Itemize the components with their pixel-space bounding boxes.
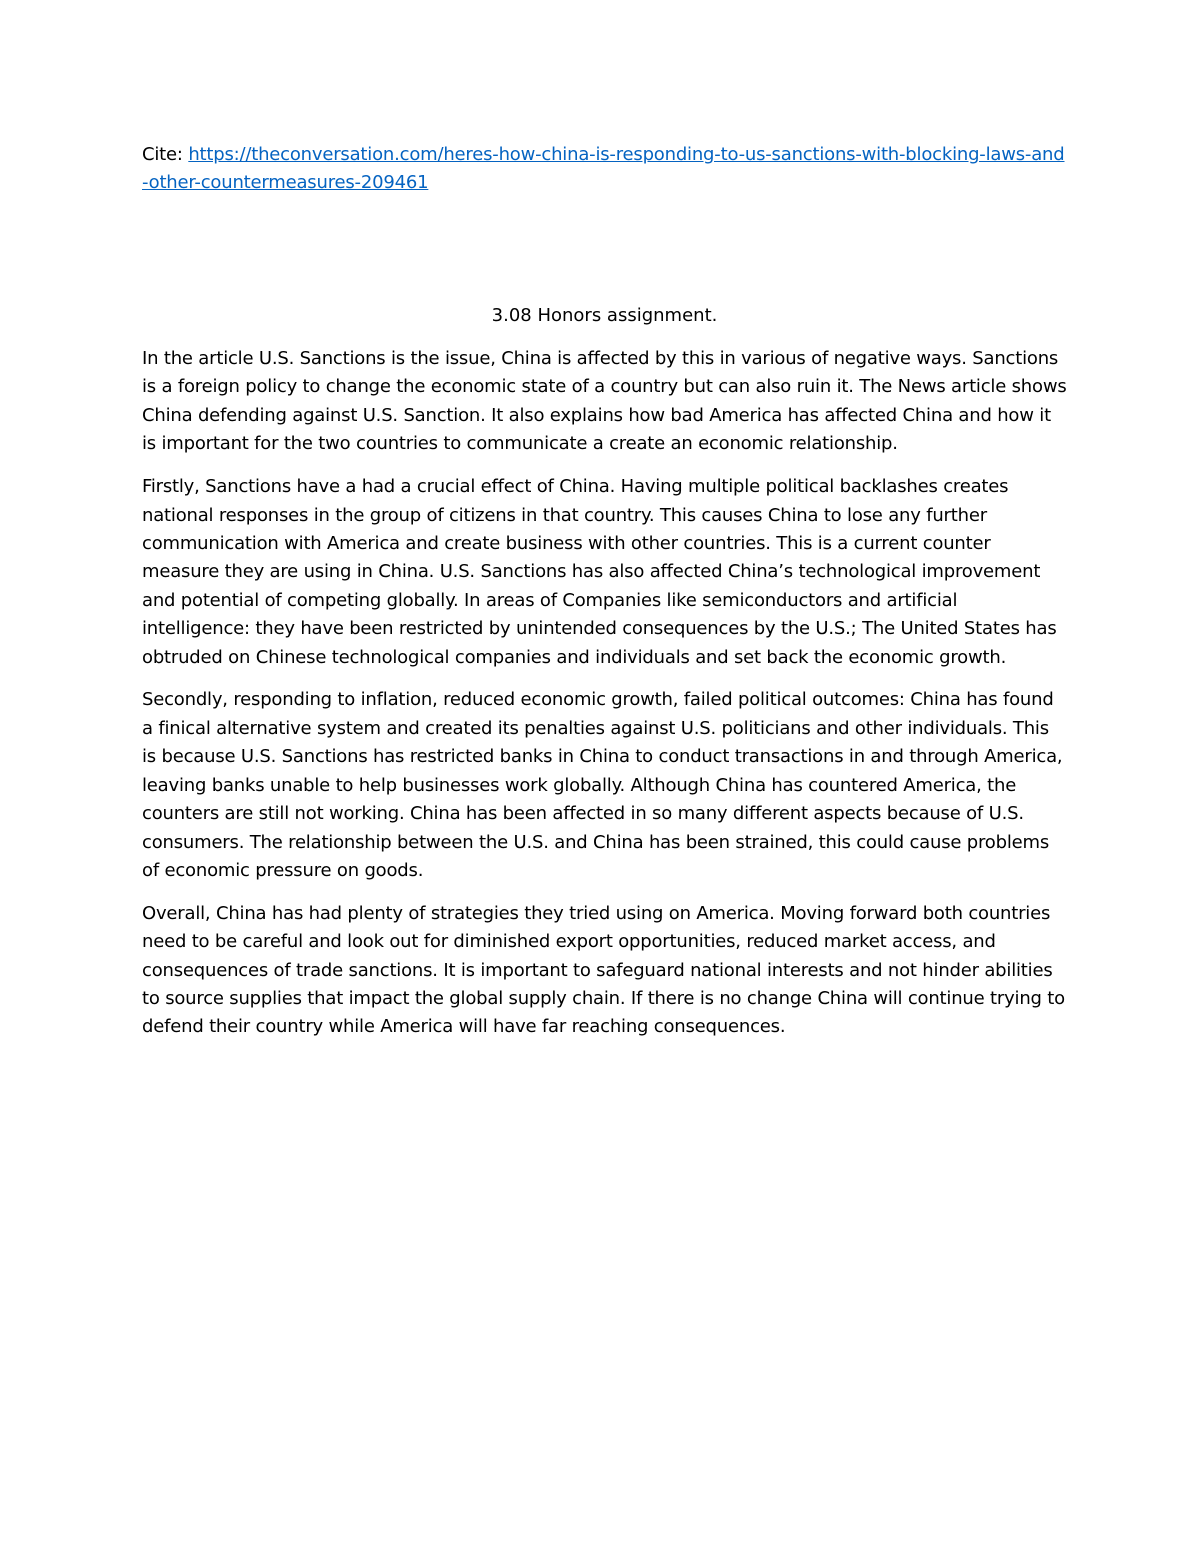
paragraph-intro: In the article U.S. Sanctions is the issue, China is affected by this in various of negative ways. Sanctions is a foreign policy to change the economic state of a country but can also ruin it. The News article shows China defending against U.S. Sanction. It also explains how bad America has affected China and how it is important for the two countries to communicate a create an economic relationship. [142, 348, 1067, 455]
paragraph-firstly: Firstly, Sanctions have a had a crucial effect of China. Having multiple political backlashes creates national responses in the group of citizens in that country. This causes China to lose any further communication with America and create business with other countries. This is a current counter measure they are using in China. U.S. Sanctions has also affected China’s technological improvement and potential of competing globally. In areas of Companies like semiconductors and artificial intelligence: they have been restricted by unintended consequences by the U.S.; The United States has obtruded on Chinese technological companies and individuals and set back the economic growth. [142, 476, 1057, 668]
paragraph-secondly: Secondly, responding to inflation, reduced economic growth, failed political outcomes: China has found a finical alternative system and created its penalties against U.S. politicians and other individuals. This is because U.S. Sanctions has restricted banks in China to conduct transactions in and through America, leaving banks unable to help businesses work globally. Although China has countered America, the counters are still not working. China has been affected in so many different aspects because of U.S. consumers. The relationship between the U.S. and China has been strained, this could cause problems of economic pressure on goods. [142, 689, 1063, 881]
essay-body [142, 345, 1067, 1056]
cite-link[interactable]: https://theconversation.com/heres-how-china-is-responding-to-us-sanctions-with-blocking-laws-and-other-countermeasures-209461 [142, 144, 1065, 194]
assignment-title: 3.08 Honors assignment. [491, 305, 718, 326]
paragraph-overall: Overall, China has had plenty of strategies they tried using on America. Moving forward both countries need to be careful and look out for diminished export opportunities, reduced market access, and consequences of trade sanctions. It is important to safeguard national interests and not hinder abilities to source supplies that impact the global supply chain. If there is no change China will continue trying to defend their country while America will have far reaching consequences. [142, 902, 1065, 1038]
citation [142, 141, 1067, 198]
cite-label: Cite: [142, 144, 183, 165]
